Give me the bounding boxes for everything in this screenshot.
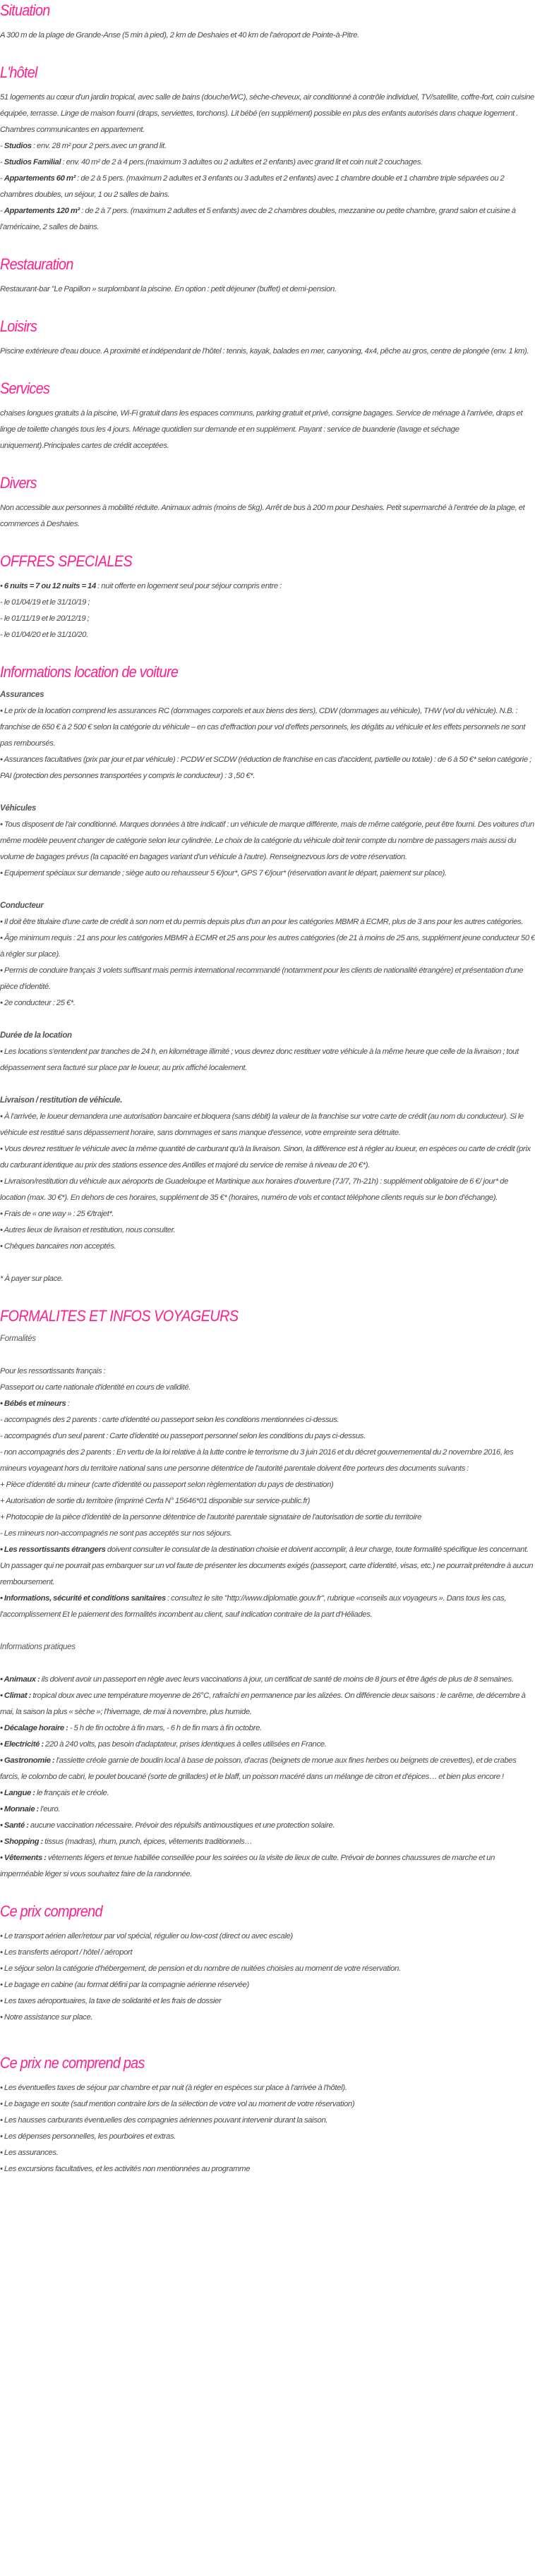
list-item: • Permis de conduire français 3 volets suffisant mais permis international recommandé (notamment pour les clients de nationalité étrangère) et présentation d'une pièce d'identité. [0,966,524,991]
list-item: • Le prix de la location comprend les assurances RC (dommages corporels et aux biens des tiers), CDW (dommages au véhicule), THW (vol du véhicule). N.B. : franchise de 650 € à 2 500 € selon la catégorie du véhicule – en cas d'effraction pour vol d'effets personnels, les dégâts au véhicule et les effets personnels ne sont pas remboursés. [0,707,526,748]
bullet-icon: • [0,582,4,590]
excluded-item: • Les éventuelles taxes de séjour par chambre et par nuit (à régler en espèces sur place à l'arrivée à l'hôtel). [0,2084,347,2092]
practical-item: • Décalage horaire : - 5 h de fin octobre à fin mars, - 6 h de fin mars à fin octobre. [0,1724,262,1732]
excluded-item: • Les hausses carburants éventuelles des compagnies aériennes pouvant intervenir durant la saison. [0,2116,328,2125]
fr-doc: Passeport ou carte nationale d'identité en cours de validité. [0,1383,191,1392]
list-item: • Âge minimum requis : 21 ans pour les catégories MBMR à ECMR et 25 ans pour les autres catégories (de 21 à moins de 25 ans, supplément jeune conducteur 50 € à régler sur place). [0,934,535,959]
minors-line: + Photocopie de la pièce d'identité de la personne détentrice de l'autorité parentale signataire de l'autorisation de sortie du territoire [0,1513,422,1521]
minors-heading: • Bébés et mineurs : [0,1399,70,1408]
subheading-formalites: Formalités [0,1335,36,1343]
included-item: • Notre assistance sur place. [0,2013,93,2022]
section-title-location: Informations location de voiture [0,663,179,681]
subheading-assurances: Assurances [0,691,44,699]
fr-intro: Pour les ressortissants français : [0,1367,106,1375]
list-item: • Vous devrez restituer le véhicule avec la même quantité de carburant qu'à la livraison. Sinon, la différence est à régler au loueur, en espèces ou carte de crédit (prix du carburant identique au prix des stations essence des Antilles et majoré du service de remise à niveau de 20 €*). [0,1145,531,1169]
practical-item: • Vêtements : vêtements légers et tenue habillée conseillée pour les soirées ou la visite de lieux de culte. Prévoir de bonnes chaussures de marche et un imperméable léger si vous souhaitez faire de la randonnée. [0,1854,495,1878]
list-item: • Autres lieux de livraison et restitution, nous consulter. [0,1226,176,1234]
section-divers [0,473,535,533]
section-title-hotel: L'hôtel [0,63,37,81]
security-info: • Informations, sécurité et conditions sanitaires : consultez le site "http://www.diplomatie.gouv.fr", rubrique «conseils aux voyageurs ». Dans tous les cas, l'accomplissement Et le paiement des formalités incombent au client, sauf indication contraire de la part d'Héliades. [0,1594,507,1619]
minors-line: - accompagnés des 2 parents : carte d'identité ou passeport selon les conditions mentionnées ci-dessus. [0,1416,339,1424]
list-item: • Frais de « one way » : 25 €/trajet*. [0,1210,114,1218]
practical-item: • Climat : tropical doux avec une température moyenne de 26°C, rafraîchi en permanence par les alizées. On différencie deux saisons : le carême, de décembre à mai, la saison la plus « sèche »; l'hivernage, de mai à novembre, plus humide. [0,1691,526,1716]
section-title-ne-comprend-pas: Ce prix ne comprend pas [0,2054,145,2072]
minors-line: + Pièce d'identité du mineur (carte d'identité ou passeport selon règlementation du pays de destination) [0,1481,334,1489]
minors-line: - accompagnés d'un seul parent : Carte d'identité ou passeport personnel selon les conditions du pays ci-dessus. [0,1432,366,1440]
section-situation [0,0,535,44]
practical-item: • Electricité : 220 à 240 volts, pas besoin d'adaptateur, prises identiques à celles utilisées en France. [0,1740,327,1749]
practical-item: • Santé : aucune vaccination nécessaire. Prévoir des répulsifs antimoustiques et une protection solaire. [0,1821,335,1830]
services-text: chaises longues gratuits à la piscine, Wi-Fi gratuit dans les espaces communs, parking gratuit et privé, consigne bagages. Service de ménage à l'arrivée, draps et linge de toilette changés tous les 4 jours. Ménage quotidien sur demande et en supplément. Payant : service de buanderie (lavage et séchage uniquement).Principales cartes de crédit acceptées. [0,409,523,450]
minors-line: - non accompagnés des 2 parents : En vertu de la loi relative à la lutte contre le terrorisme du 3 juin 2016 et du décret gouvernemental du 2 novembre 2016, les mineurs voyageant hors du territoire national sans une personne détentrice de l'autorité parentale doivent être porteurs des documents suivants : [0,1448,514,1473]
section-title-services: Services [0,379,50,397]
section-services [0,378,535,454]
practical-item: • Shopping : tissus (madras), rhum, punch, épices, vêtements traditionnels… [0,1837,253,1846]
situation-text: A 300 m de la plage de Grande-Anse (5 min à pied), 2 km de Deshaies et 40 km de l'aéroport de Pointe-à-Pitre. [0,31,359,40]
hotel-intro: 51 logements au cœur d'un jardin tropical, avec salle de bains (douche/WC), sèche-cheveux, air conditionné à contrôle individuel, TV/satellite, coffre-fort, coin cuisine équipée, terrasse. Linge de maison fourni (draps, serviettes, torchons). Lit bébé (en supplément) possible en plus des enfants autorisés dans chaque logement . Chambres communicantes en appartement. [0,93,534,134]
list-item: • Livraison/restitution du véhicule aux aéroports de Guadeloupe et Martinique aux horaires d'ouverture (7J/7, 7h-21h) : supplément obligatoire de 6 €/ jour* de location (max. 30 €*). En dehors de ces horaires, supplément de 35 €* (horaires, numéro de vols et contact téléphone clients requis sur le bon d'échange). [0,1177,509,1202]
unit-appartements-60: - Appartements 60 m² : de 2 à 5 pers. (maximum 2 adultes et 3 enfants ou 3 adultes et 2 enfants) avec 1 chambre double et 1 chambre triple séparées ou 2 chambres doubles, un séjour, 1 ou 2 salles de bains. [0,174,505,199]
excluded-item: • Les assurances. [0,2149,59,2157]
included-item: • Le transport aérien aller/retour par vol spécial, régulier ou low-cost (direct ou avec escale) [0,1932,293,1940]
section-title-loisirs: Loisirs [0,317,37,335]
section-loisirs [0,316,535,360]
subheading-livraison: Livraison / restitution de véhicule. [0,1096,123,1105]
list-item: • Les locations s'entendent par tranches de 24 h, en kilométrage illimité ; vous devrez donc restituer votre véhicule à la même heure que celle de la livraison ; tout dépassement sera facturé sur place par le loueur, au prix affiché localement. [0,1047,519,1072]
subheading-conducteur: Conducteur [0,901,44,910]
section-title-divers: Divers [0,474,37,492]
list-item: • Equipement spéciaux sur demande ; siège auto ou rehausseur 5 €/jour*, GPS 7 €/jour* (réservation avant le départ, paiement sur place). [0,869,447,877]
section-location-voiture [0,662,535,1287]
practical-item: • Gastronomie : l'assiette créole garnie de boudin local à base de poisson, d'acras (beignets de morue aux fines herbes ou beignets de crevettes), et de crabes farcis, le colombo de cabri, le poulet boucané (sorte de grillades) et le blaff, un poisson macéré dans un mélange de citron et d'épices… et bien plus encore ! [0,1756,517,1781]
list-item: • Chèques bancaires non acceptés. [0,1242,116,1251]
offre-period: - le 01/11/19 et le 20/12/19 ; [0,614,90,623]
excluded-item: • Les excursions facultatives, et les activités non mentionnées au programme [0,2165,251,2173]
list-item: • Tous disposent de l'air conditionné. Marques données à titre indicatif : un véhicule de marque différente, mais de même catégorie, peut être fourni. Des voitures d'un même modèle peuvent changer de catégorie selon leur cylindrée. Le choix de la catégorie du véhicule doit tenir compte du nombre de passagers mais aussi du volume de bagages prévus (la capacité en bagages variant d'un véhicule à l'autre). Renseignezvous lors de votre réservation. [0,820,534,861]
subheading-vehicules: Véhicules [0,804,36,813]
unit-appartements-120: - Appartements 120 m² : de 2 à 7 pers. (maximum 2 adultes et 5 enfants) avec de 2 chambres doubles, mezzanine ou petite chambre, grand salon et cuisine à l'américaine, 2 salles de bains. [0,207,516,231]
section-title-comprend: Ce prix comprend [0,1902,102,1920]
section-title-situation: Situation [0,1,50,19]
section-formalites [0,1306,535,1883]
section-prix-ne-comprend-pas [0,2053,535,2177]
practical-item: • Animaux : ils doivent avoir un passeport en règle avec leurs vaccinations à jour, un certificat de santé de moins de 8 jours et être âgés de plus de 8 semaines. [0,1675,514,1684]
section-hotel [0,62,535,236]
section-offres-speciales [0,551,535,643]
included-item: • Le séjour selon la catégorie d'hébergement, de pension et du nombre de nuitées choisies au moment de votre réservation. [0,1964,401,1973]
list-item: • 2e conducteur : 25 €*. [0,999,76,1007]
offre-lead: • 6 nuits = 7 ou 12 nuits = 14 : nuit offerte en logement seul pour séjour compris entre : [0,582,282,590]
minors-line: + Autorisation de sortie du territoire (imprimé Cerfa N° 15646*01 disponible sur service-public.fr) [0,1497,311,1505]
section-restauration [0,254,535,298]
section-prix-comprend [0,1901,535,2026]
subheading-infos-pratiques: Informations pratiques [0,1643,76,1651]
excluded-item: • Les dépenses personnelles, les pourboires et extras. [0,2132,176,2141]
restauration-text: Restaurant-bar "Le Papillon » surplombant la piscine. En option : petit déjeuner (buffet) et demi-pension. [0,285,337,293]
section-title-offres: OFFRES SPECIALES [0,552,133,570]
excluded-item: • Le bagage en soute (sauf mention contraire lors de la sélection de votre vol au moment de votre réservation) [0,2100,355,2108]
included-item: • Le bagage en cabine (au format défini par la compagnie aérienne réservée) [0,1981,249,1989]
loisirs-text: Piscine extérieure d'eau douce. A proximité et indépendant de l'hôtel : tennis, kayak, balades en mer, canyoning, 4x4, pêche au gros, centre de plongée (env. 1 km). [0,347,529,356]
included-item: • Les transferts aéroport / hôtel / aéroport [0,1948,133,1957]
list-item: • Assurances facultatives (prix par jour et par véhicule) : PCDW et SCDW (réduction de franchise en cas d'accident, partielle ou totale) : de 6 à 50 €* selon catégorie ; PAI (protection des personnes transportées y compris le conducteur) : 3 ,50 €*. [0,755,531,780]
subheading-duree: Durée de la location [0,1031,72,1040]
list-item: • À l'arrivée, le loueur demandera une autorisation bancaire et bloquera (sans débit) la valeur de la franchise sur votre carte de crédit (au nom du conducteur). Si le véhicule est restitué sans dépassement horaire, sans dommages et sans manque d'essence, votre empreinte sera détruite. [0,1112,524,1137]
offre-period: - le 01/04/19 et le 31/10/19 ; [0,598,90,607]
unit-studios: - Studios : env. 28 m² pour 2 pers.avec un grand lit. [0,142,167,150]
foreign-nationals: • Les ressortissants étrangers doivent consulter le consulat de la destination choisie et doivent accomplir, à leur charge, toute formalité spécifique les concernant. Un passager qui ne pourrait pas embarquer sur un vol faute de présenter les documents exigés (passeport, carte d'identité, visas, etc.) ne pourrait prétendre à aucun remboursement. [0,1545,534,1586]
practical-item: • Langue : le français et le créole. [0,1789,109,1797]
list-item: • Il doit être titulaire d'une carte de crédit à son nom et du permis depuis plus d'un an pour les catégories MBMR à ECMR, plus de 3 ans pour les autres catégories. [0,918,524,926]
practical-item: • Monnaie : l'euro. [0,1805,61,1813]
minors-line: - Les mineurs non-accompagnés ne sont pas acceptés sur nos séjours. [0,1529,232,1538]
unit-studios-familial: - Studios Familial : env. 40 m² de 2 à 4 pers.(maximum 3 adultes ou 2 adultes et 2 enfants) avec grand lit et coin nuit 2 couchages. [0,158,423,166]
section-title-restauration: Restauration [0,255,73,273]
included-item: • Les taxes aéroportuaires, la taxe de solidarité et les frais de dossier [0,1997,222,2005]
section-title-formalites: FORMALITES ET INFOS VOYAGEURS [0,1307,239,1325]
offre-period: - le 01/04/20 et le 31/10/20. [0,631,88,639]
footnote: * À payer sur place. [0,1275,64,1283]
divers-text: Non accessible aux personnes à mobilité réduite. Animaux admis (moins de 5kg). Arrêt de bus à 200 m pour Deshaies. Petit supermarché à l'entrée de la plage, et commerces à Deshaies. [0,504,525,528]
